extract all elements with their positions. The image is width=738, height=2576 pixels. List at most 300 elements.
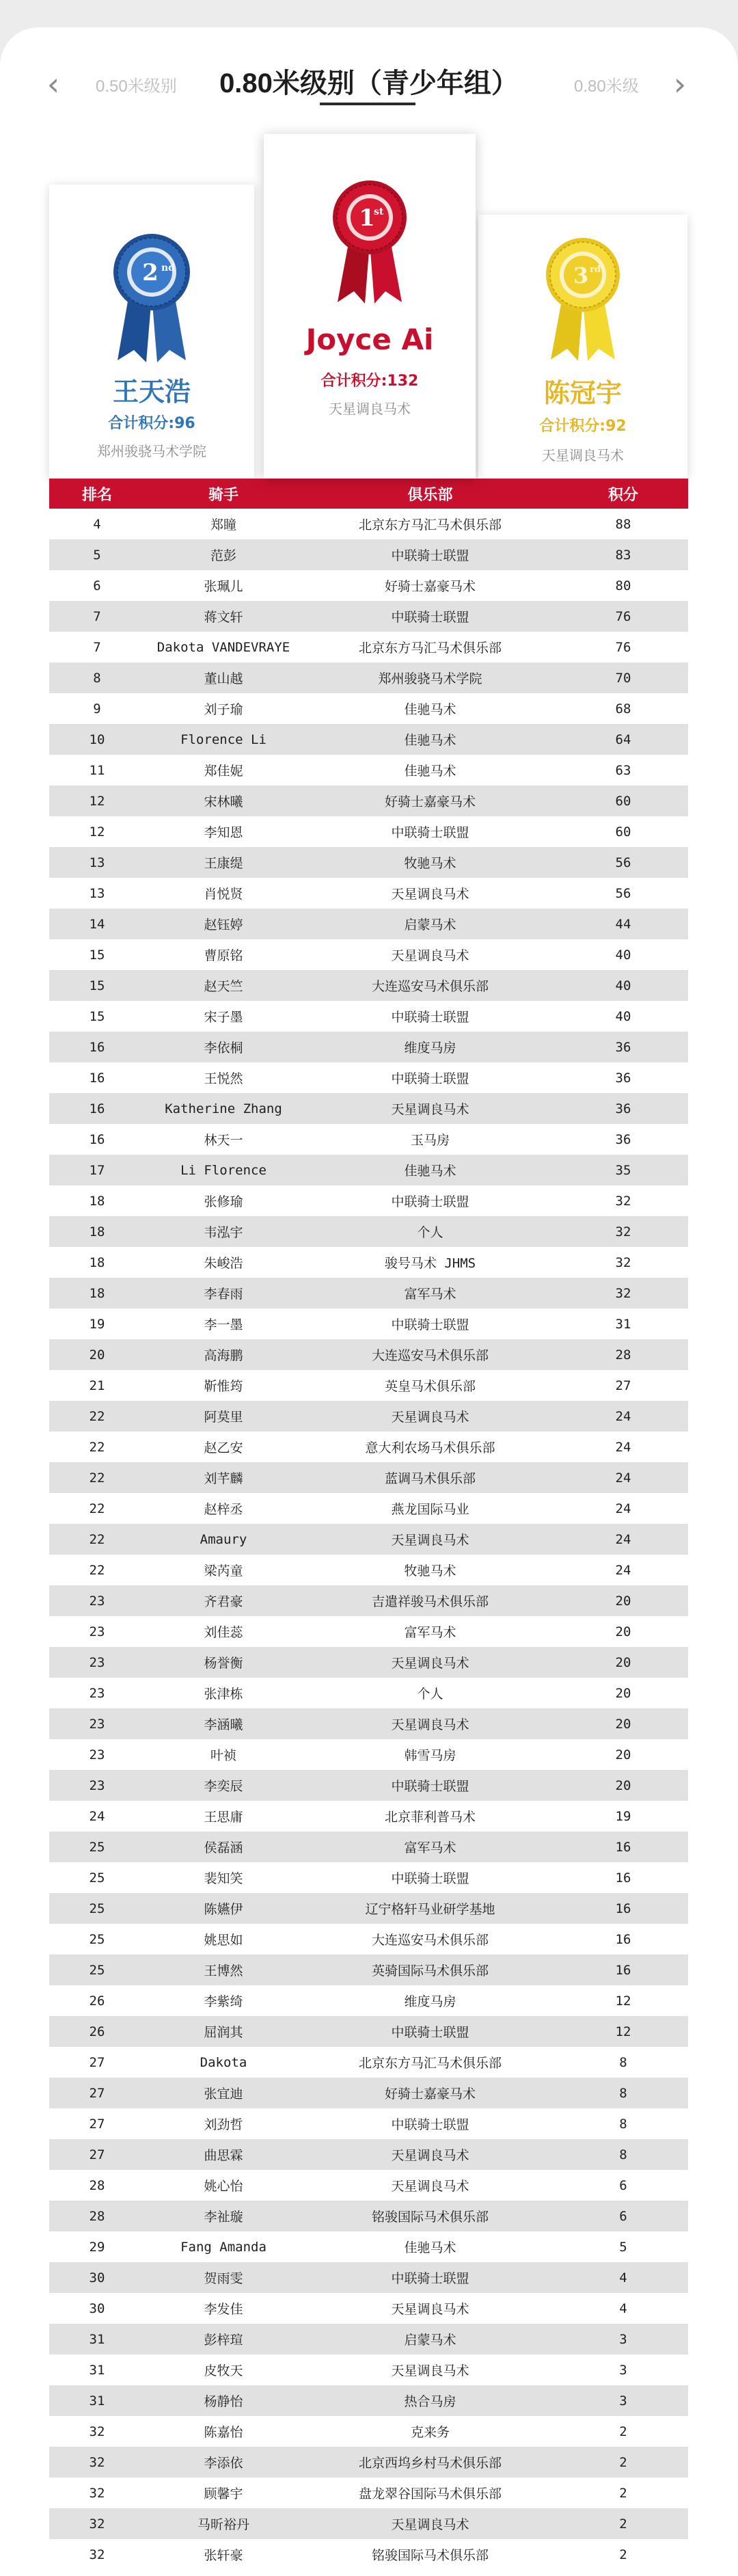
points-cell: 32 bbox=[615, 1193, 631, 1209]
rider-cell: 姚心怡 bbox=[204, 2179, 243, 2194]
points-cell: 2 bbox=[619, 2547, 627, 2562]
rider-cell: 李一墨 bbox=[204, 1317, 243, 1332]
rank-cell: 22 bbox=[49, 1401, 145, 1432]
club-cell: 天星调良马术 bbox=[391, 2363, 469, 2378]
svg-text:2: 2 bbox=[142, 259, 159, 286]
third-place-score: 合计积分:92 bbox=[539, 418, 627, 435]
rank-cell: 27 bbox=[89, 2116, 105, 2132]
rank-cell: 25 bbox=[89, 1870, 105, 1886]
points-cell: 20 bbox=[615, 1747, 631, 1762]
podium-card-second bbox=[49, 185, 254, 479]
points-cell: 80 bbox=[615, 578, 631, 593]
points-cell: 16 bbox=[558, 1832, 688, 1862]
rider-cell: 李添依 bbox=[145, 2447, 302, 2478]
table-row bbox=[49, 1401, 688, 1432]
table-row bbox=[49, 2385, 688, 2416]
club-cell: 中联骑士联盟 bbox=[302, 601, 558, 632]
level-switcher bbox=[0, 41, 738, 130]
table-row bbox=[49, 2170, 688, 2201]
club-cell: 中联骑士联盟 bbox=[391, 1317, 469, 1332]
points-cell: 6 bbox=[619, 2177, 627, 2193]
table-row bbox=[49, 1462, 688, 1493]
rank-cell: 6 bbox=[93, 578, 101, 593]
rank-cell: 16 bbox=[89, 1070, 105, 1086]
club-cell: 天星调良马术 bbox=[302, 2508, 558, 2539]
rider-cell: 王博然 bbox=[145, 1955, 302, 1985]
second-place-score: 合计积分:96 bbox=[108, 415, 195, 432]
rank-cell: 16 bbox=[49, 1032, 145, 1062]
table-row bbox=[49, 662, 688, 693]
club-cell: 大连巡安马术俱乐部 bbox=[371, 1933, 489, 1948]
second-place-club: 郑州骏骁马术学院 bbox=[97, 443, 206, 459]
table-row bbox=[49, 847, 688, 878]
club-cell: 中联骑士联盟 bbox=[302, 1770, 558, 1801]
rank-cell: 10 bbox=[49, 724, 145, 755]
points-cell: 88 bbox=[615, 516, 631, 532]
table-row bbox=[49, 1801, 688, 1832]
points-cell: 36 bbox=[558, 1032, 688, 1062]
club-cell: 牧驰马术 bbox=[302, 847, 558, 878]
club-cell: 大连巡安马术俱乐部 bbox=[302, 1339, 558, 1370]
table-row bbox=[49, 1739, 688, 1770]
table-row bbox=[49, 1247, 688, 1278]
points-cell: 24 bbox=[558, 1524, 688, 1555]
table-row bbox=[49, 939, 688, 970]
rider-cell: 朱峻浩 bbox=[204, 1256, 243, 1271]
points-cell: 3 bbox=[558, 2324, 688, 2354]
club-cell: 好骑士嘉豪马术 bbox=[384, 579, 476, 594]
club-cell: 蓝调马术俱乐部 bbox=[302, 1462, 558, 1493]
rank-cell: 5 bbox=[49, 539, 145, 570]
club-cell: 佳驰马术 bbox=[302, 1155, 558, 1185]
rider-cell: 赵梓丞 bbox=[204, 1502, 243, 1517]
table-row bbox=[49, 2354, 688, 2385]
club-cell: 天星调良马术 bbox=[391, 887, 469, 902]
club-cell: 佳驰马术 bbox=[404, 764, 456, 779]
rider-cell: 林天一 bbox=[204, 1133, 243, 1148]
svg-text:st: st bbox=[374, 206, 384, 217]
club-cell: 佳驰马术 bbox=[404, 702, 456, 717]
rank-cell: 22 bbox=[89, 1439, 105, 1455]
club-cell: 辽宁格轩马业研学基地 bbox=[302, 1893, 558, 1924]
points-cell: 20 bbox=[558, 1770, 688, 1801]
points-cell: 3 bbox=[619, 2362, 627, 2378]
table-row bbox=[49, 1432, 688, 1462]
rider-cell: 梁芮童 bbox=[204, 1564, 243, 1579]
club-cell: 天星调良马术 bbox=[302, 1708, 558, 1739]
rider-cell: Dakota VANDEVRAYE bbox=[156, 639, 290, 655]
points-cell: 20 bbox=[558, 1708, 688, 1739]
points-cell: 56 bbox=[615, 885, 631, 901]
points-cell: 4 bbox=[558, 2262, 688, 2293]
club-cell: 北京西坞乡村马术俱乐部 bbox=[302, 2447, 558, 2478]
table-row bbox=[49, 2262, 688, 2293]
rider-cell: 曹原铭 bbox=[204, 948, 243, 963]
rider-cell: 叶祯 bbox=[210, 1748, 236, 1763]
points-cell: 36 bbox=[615, 1131, 631, 1147]
club-cell: 天星调良马术 bbox=[302, 1524, 558, 1555]
header-rider: 骑手 bbox=[145, 479, 302, 509]
first-place-score: 合计积分:132 bbox=[320, 373, 419, 390]
table-row bbox=[49, 724, 688, 755]
rank-cell: 26 bbox=[49, 2016, 145, 2047]
points-cell: 16 bbox=[558, 1893, 688, 1924]
table-row bbox=[49, 1924, 688, 1955]
rank-cell: 11 bbox=[89, 762, 105, 778]
club-cell: 牧驰马术 bbox=[404, 1564, 456, 1579]
table-row bbox=[49, 2539, 688, 2570]
rank-cell: 25 bbox=[89, 1931, 105, 1947]
rider-cell: 董山越 bbox=[145, 662, 302, 693]
table-row bbox=[49, 1309, 688, 1339]
third-place-club: 天星调良马术 bbox=[542, 447, 624, 464]
table-row bbox=[49, 1339, 688, 1370]
club-cell: 中联骑士联盟 bbox=[391, 1071, 469, 1086]
rider-cell: 马昕裕丹 bbox=[145, 2508, 302, 2539]
svg-text:nd: nd bbox=[161, 263, 175, 273]
table-row bbox=[49, 1278, 688, 1309]
club-cell: 盘龙翠谷国际马术俱乐部 bbox=[358, 2486, 502, 2501]
chevron-right-icon[interactable]: › bbox=[673, 66, 687, 103]
table-row bbox=[49, 1985, 688, 2016]
rider-cell: 高海鹏 bbox=[145, 1339, 302, 1370]
rider-cell: 韦泓宇 bbox=[145, 1216, 302, 1247]
table-row bbox=[49, 2231, 688, 2262]
rider-cell: 李涵曦 bbox=[145, 1708, 302, 1739]
club-cell: 玉马房 bbox=[410, 1133, 450, 1148]
rank-cell: 23 bbox=[49, 1708, 145, 1739]
svg-text:1: 1 bbox=[359, 204, 375, 232]
club-cell: 北京东方马汇马术俱乐部 bbox=[358, 2056, 502, 2071]
rider-cell: 靳惟筠 bbox=[204, 1379, 243, 1394]
table-row bbox=[49, 2416, 688, 2447]
rider-cell: 杨誉衡 bbox=[145, 1647, 302, 1678]
rider-cell: 肖悦贤 bbox=[204, 887, 243, 902]
rider-cell: Fang Amanda bbox=[180, 2239, 266, 2255]
table-row bbox=[49, 539, 688, 570]
club-cell: 吉遣祥骏马术俱乐部 bbox=[302, 1585, 558, 1616]
rider-cell: 蒋文轩 bbox=[145, 601, 302, 632]
rider-cell: Li Florence bbox=[145, 1155, 302, 1185]
club-cell: 天星调良马术 bbox=[391, 948, 469, 963]
prev-level-tab[interactable]: 0.50米级别 bbox=[96, 77, 177, 96]
table-row bbox=[49, 2447, 688, 2478]
points-cell: 36 bbox=[615, 1070, 631, 1086]
rider-cell: 刘佳蕊 bbox=[204, 1625, 243, 1640]
rank-cell: 27 bbox=[49, 2139, 145, 2170]
points-cell: 60 bbox=[615, 824, 631, 840]
rank-cell: 8 bbox=[49, 662, 145, 693]
points-cell: 24 bbox=[558, 1401, 688, 1432]
table-row bbox=[49, 1678, 688, 1708]
svg-text:rd: rd bbox=[590, 265, 601, 275]
rank-cell: 18 bbox=[89, 1193, 105, 1209]
points-cell: 27 bbox=[615, 1378, 631, 1393]
table-row bbox=[49, 2078, 688, 2108]
points-cell: 40 bbox=[615, 947, 631, 963]
rider-cell: 刘劲哲 bbox=[204, 2117, 243, 2132]
rider-cell: 张珮儿 bbox=[204, 579, 243, 594]
rider-cell: 张轩豪 bbox=[204, 2548, 243, 2563]
table-row bbox=[49, 2047, 688, 2078]
rider-cell: 陈嘉怡 bbox=[204, 2425, 243, 2440]
rider-cell: 裴知笑 bbox=[204, 1871, 243, 1886]
rider-cell: Dakota bbox=[200, 2054, 247, 2070]
rider-cell: 赵钰婷 bbox=[145, 909, 302, 939]
club-cell: 韩雪马房 bbox=[404, 1748, 456, 1763]
table-row bbox=[49, 786, 688, 816]
header-rank: 排名 bbox=[49, 479, 145, 509]
next-level-tab[interactable]: 0.80米级 bbox=[574, 77, 639, 96]
club-cell: 北京东方马汇马术俱乐部 bbox=[358, 518, 502, 533]
points-cell: 20 bbox=[558, 1585, 688, 1616]
second-place-name: 王天浩 bbox=[112, 377, 191, 407]
rank-cell: 14 bbox=[49, 909, 145, 939]
club-cell: 天星调良马术 bbox=[302, 1647, 558, 1678]
points-cell: 2 bbox=[619, 2485, 627, 2501]
rider-cell: 李奕辰 bbox=[145, 1770, 302, 1801]
rank-cell: 31 bbox=[89, 2362, 105, 2378]
header-club: 俱乐部 bbox=[302, 479, 558, 509]
rank-cell: 30 bbox=[89, 2300, 105, 2316]
table-row bbox=[49, 1770, 688, 1801]
rank-cell: 22 bbox=[49, 1462, 145, 1493]
table-row bbox=[49, 1585, 688, 1616]
points-cell: 8 bbox=[619, 2116, 627, 2132]
points-cell: 32 bbox=[615, 1255, 631, 1270]
table-row bbox=[49, 1185, 688, 1216]
club-cell: 中联骑士联盟 bbox=[302, 539, 558, 570]
rider-cell: 宋林曦 bbox=[145, 786, 302, 816]
rank-cell: 15 bbox=[49, 970, 145, 1001]
rank-cell: 22 bbox=[89, 1501, 105, 1516]
rank-cell: 25 bbox=[49, 1955, 145, 1985]
rider-cell: 王悦然 bbox=[204, 1071, 243, 1086]
rank-cell: 20 bbox=[49, 1339, 145, 1370]
points-cell: 76 bbox=[615, 639, 631, 655]
rider-cell: 姚思如 bbox=[204, 1933, 243, 1948]
club-cell: 中联骑士联盟 bbox=[391, 1010, 469, 1025]
points-cell: 24 bbox=[558, 1462, 688, 1493]
rank-cell: 16 bbox=[49, 1093, 145, 1124]
club-cell: 中联骑士联盟 bbox=[391, 1871, 469, 1886]
rider-cell: 贺雨雯 bbox=[145, 2262, 302, 2293]
table-row bbox=[49, 1370, 688, 1401]
rider-cell: 侯磊涵 bbox=[145, 1832, 302, 1862]
rider-cell: 郑佳妮 bbox=[204, 764, 243, 779]
rider-cell: 曲思霖 bbox=[145, 2139, 302, 2170]
points-cell: 83 bbox=[558, 539, 688, 570]
club-cell: 天星调良马术 bbox=[302, 1401, 558, 1432]
points-cell: 2 bbox=[619, 2424, 627, 2439]
points-cell: 32 bbox=[558, 1278, 688, 1309]
points-cell: 60 bbox=[558, 786, 688, 816]
table-row bbox=[49, 2324, 688, 2354]
club-cell: 富军马术 bbox=[302, 1278, 558, 1309]
rank-cell: 23 bbox=[89, 1747, 105, 1762]
table-row bbox=[49, 1216, 688, 1247]
rider-cell: 李祉璇 bbox=[145, 2201, 302, 2231]
rank-cell: 31 bbox=[49, 2385, 145, 2416]
rank-cell: 15 bbox=[89, 1008, 105, 1024]
points-cell: 8 bbox=[558, 2139, 688, 2170]
table-row bbox=[49, 2016, 688, 2047]
rank-cell: 26 bbox=[89, 1993, 105, 2009]
rank-cell: 32 bbox=[89, 2424, 105, 2439]
rider-cell: 范彭 bbox=[145, 539, 302, 570]
svg-text:3: 3 bbox=[573, 263, 589, 289]
header-points: 积分 bbox=[558, 479, 688, 509]
rider-cell: 郑瞳 bbox=[210, 518, 236, 533]
table-row bbox=[49, 2108, 688, 2139]
club-cell: 启蒙马术 bbox=[302, 909, 558, 939]
current-level-title: 0.80米级别（青少年组） bbox=[219, 68, 519, 98]
table-row bbox=[49, 1708, 688, 1739]
points-cell: 19 bbox=[615, 1808, 631, 1824]
points-cell: 64 bbox=[558, 724, 688, 755]
table-row bbox=[49, 1093, 688, 1124]
points-cell: 40 bbox=[615, 1008, 631, 1024]
rider-cell: Amaury bbox=[145, 1524, 302, 1555]
points-cell: 24 bbox=[615, 1501, 631, 1516]
rank-cell: 32 bbox=[89, 2485, 105, 2501]
club-cell: 天星调良马术 bbox=[391, 2179, 469, 2194]
rider-cell: 王思庸 bbox=[204, 1810, 243, 1825]
club-cell: 中联骑士联盟 bbox=[391, 825, 469, 840]
points-cell: 44 bbox=[558, 909, 688, 939]
rank-cell: 16 bbox=[89, 1131, 105, 1147]
points-cell: 35 bbox=[558, 1155, 688, 1185]
table-row bbox=[49, 1493, 688, 1524]
club-cell: 骏号马术 JHMS bbox=[384, 1256, 476, 1271]
first-place-ribbon-icon bbox=[325, 175, 414, 305]
table-row bbox=[49, 1001, 688, 1032]
table-row bbox=[49, 1555, 688, 1585]
rider-cell: 刘芊麟 bbox=[145, 1462, 302, 1493]
table-row bbox=[49, 878, 688, 909]
club-cell: 中联骑士联盟 bbox=[302, 2016, 558, 2047]
first-place-club: 天星调良马术 bbox=[329, 401, 411, 417]
rider-cell: 李春雨 bbox=[145, 1278, 302, 1309]
table-row bbox=[49, 2139, 688, 2170]
club-cell: 启蒙马术 bbox=[302, 2324, 558, 2354]
rider-cell: 皮牧天 bbox=[204, 2363, 243, 2378]
table-row bbox=[49, 909, 688, 939]
points-cell: 12 bbox=[615, 1993, 631, 2009]
table-row bbox=[49, 1155, 688, 1185]
third-place-name: 陈冠宇 bbox=[543, 378, 622, 408]
points-cell: 24 bbox=[615, 1562, 631, 1578]
club-cell: 佳驰马术 bbox=[302, 724, 558, 755]
points-cell: 70 bbox=[558, 662, 688, 693]
table-row bbox=[49, 816, 688, 847]
points-cell: 12 bbox=[558, 2016, 688, 2047]
table-row bbox=[49, 1893, 688, 1924]
points-cell: 16 bbox=[558, 1955, 688, 1985]
table-row bbox=[49, 632, 688, 662]
points-cell: 36 bbox=[558, 1093, 688, 1124]
table-row bbox=[49, 970, 688, 1001]
rank-cell: 32 bbox=[49, 2508, 145, 2539]
points-cell: 8 bbox=[558, 2078, 688, 2108]
rank-cell: 32 bbox=[89, 2547, 105, 2562]
club-cell: 铭骏国际马术俱乐部 bbox=[302, 2201, 558, 2231]
rank-cell: 13 bbox=[49, 847, 145, 878]
table-row bbox=[49, 1616, 688, 1647]
club-cell: 燕龙国际马业 bbox=[391, 1502, 469, 1517]
points-cell: 6 bbox=[558, 2201, 688, 2231]
rank-cell: 29 bbox=[89, 2239, 105, 2255]
points-cell: 20 bbox=[558, 1647, 688, 1678]
rank-cell: 22 bbox=[89, 1562, 105, 1578]
club-cell: 中联骑士联盟 bbox=[302, 2262, 558, 2293]
club-cell: 个人 bbox=[417, 1687, 443, 1702]
club-cell: 维度马房 bbox=[302, 1032, 558, 1062]
club-cell: 铭骏国际马术俱乐部 bbox=[371, 2548, 489, 2563]
table-row bbox=[49, 570, 688, 601]
rider-cell: 张宜迪 bbox=[145, 2078, 302, 2108]
ranking-table-body bbox=[49, 509, 688, 2570]
club-cell: 中联骑士联盟 bbox=[391, 2117, 469, 2132]
rank-cell: 28 bbox=[49, 2201, 145, 2231]
club-cell: 克来务 bbox=[410, 2425, 450, 2440]
rank-cell: 19 bbox=[89, 1316, 105, 1332]
points-cell: 76 bbox=[558, 601, 688, 632]
table-row bbox=[49, 1062, 688, 1093]
points-cell: 68 bbox=[615, 701, 631, 716]
table-row bbox=[49, 2293, 688, 2324]
table-row bbox=[49, 601, 688, 632]
club-cell: 个人 bbox=[302, 1216, 558, 1247]
active-tab-underline bbox=[320, 103, 415, 105]
chevron-left-icon[interactable]: ‹ bbox=[46, 66, 60, 103]
points-cell: 28 bbox=[558, 1339, 688, 1370]
first-place-name: Joyce Ai bbox=[305, 323, 434, 356]
table-row bbox=[49, 2201, 688, 2231]
points-cell: 20 bbox=[615, 1624, 631, 1639]
rider-cell: 张津栋 bbox=[204, 1687, 243, 1702]
rank-cell: 28 bbox=[89, 2177, 105, 2193]
rank-cell: 25 bbox=[49, 1832, 145, 1862]
club-cell: 大连巡安马术俱乐部 bbox=[302, 970, 558, 1001]
rider-cell: 赵乙安 bbox=[204, 1440, 243, 1455]
rank-cell: 27 bbox=[49, 2078, 145, 2108]
club-cell: 北京菲利普马术 bbox=[384, 1810, 476, 1825]
table-row bbox=[49, 1032, 688, 1062]
points-cell: 5 bbox=[619, 2239, 627, 2255]
points-cell: 16 bbox=[615, 1870, 631, 1886]
rank-cell: 23 bbox=[49, 1585, 145, 1616]
rank-cell: 4 bbox=[93, 516, 101, 532]
ranking-table bbox=[49, 479, 688, 2570]
points-cell: 56 bbox=[558, 847, 688, 878]
rank-cell: 7 bbox=[93, 639, 101, 655]
rank-cell: 23 bbox=[49, 1647, 145, 1678]
points-cell: 16 bbox=[615, 1931, 631, 1947]
rider-cell: 杨静怡 bbox=[145, 2385, 302, 2416]
rank-cell: 12 bbox=[89, 824, 105, 840]
points-cell: 3 bbox=[558, 2385, 688, 2416]
points-cell: 40 bbox=[558, 970, 688, 1001]
club-cell: 好骑士嘉豪马术 bbox=[302, 2078, 558, 2108]
rider-cell: 阿莫里 bbox=[145, 1401, 302, 1432]
rank-cell: 30 bbox=[49, 2262, 145, 2293]
rank-cell: 23 bbox=[89, 1685, 105, 1701]
club-cell: 意大利农场马术俱乐部 bbox=[365, 1440, 495, 1455]
rider-cell: 陈嬿伊 bbox=[145, 1893, 302, 1924]
points-cell: 20 bbox=[615, 1685, 631, 1701]
second-place-ribbon-icon bbox=[104, 227, 200, 364]
